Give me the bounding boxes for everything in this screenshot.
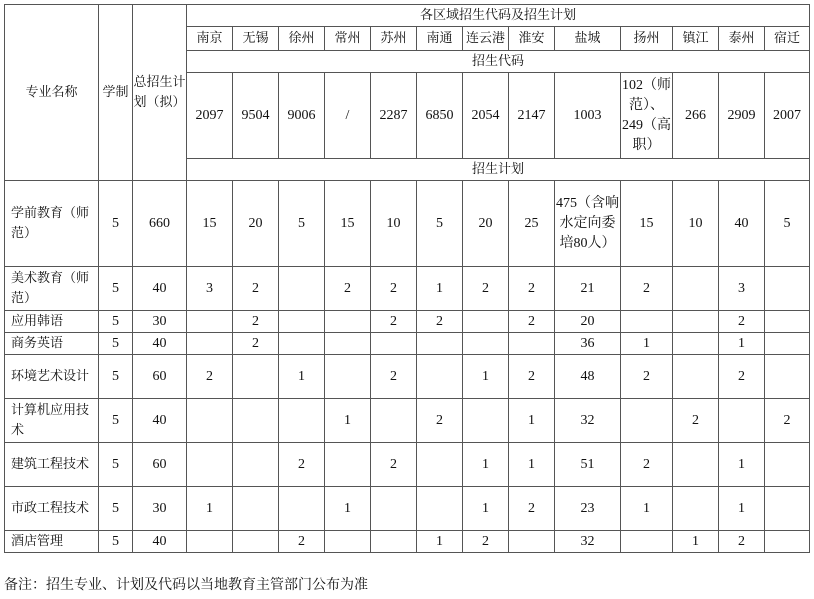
plan-cell: 40 [719,181,765,267]
region-header-cell: 淮安 [509,27,555,51]
table-row [5,355,810,399]
years-cell: 5 [99,181,133,267]
plan-cell [673,333,719,355]
plan-cell [371,333,417,355]
years-cell: 5 [99,443,133,487]
plan-cell: 2 [279,531,325,553]
plan-cell [187,399,233,443]
plan-cell: 2 [509,355,555,399]
plan-cell: 2 [371,355,417,399]
enrollment-plan-table [4,4,810,553]
plan-cell [279,311,325,333]
region-code-cell: 2909 [719,73,765,159]
region-header-cell: 苏州 [371,27,417,51]
plan-cell [279,399,325,443]
major-name-cell: 市政工程技术 [5,487,99,531]
plan-cell [233,355,279,399]
header-major: 专业名称 [5,5,99,181]
plan-cell [463,399,509,443]
years-cell: 5 [99,531,133,553]
plan-cell [371,531,417,553]
major-name-cell: 学前教育（师范） [5,181,99,267]
plan-cell: 1 [417,531,463,553]
plan-cell [463,333,509,355]
plan-cell [233,531,279,553]
plan-cell [621,531,673,553]
plan-cell [417,443,463,487]
region-code-cell: 102（师范）、249（高职） [621,73,673,159]
plan-cell [765,333,810,355]
plan-cell [187,333,233,355]
plan-cell [765,267,810,311]
plan-cell [765,355,810,399]
plan-cell [673,443,719,487]
region-header-cell: 宿迁 [765,27,810,51]
table-row [5,531,810,553]
plan-cell [325,443,371,487]
plan-cell [463,311,509,333]
region-header-cell: 南通 [417,27,463,51]
major-name-cell: 建筑工程技术 [5,443,99,487]
plan-cell: 32 [555,399,621,443]
plan-cell: 2 [463,267,509,311]
plan-cell: 1 [509,399,555,443]
header-total: 总招生计划（拟） [133,5,187,181]
total-plan-cell: 30 [133,487,187,531]
plan-cell: 2 [417,311,463,333]
region-code-cell: / [325,73,371,159]
region-code-cell: 266 [673,73,719,159]
plan-cell: 3 [187,267,233,311]
plan-cell: 2 [371,443,417,487]
major-name-cell: 美术教育（师范） [5,267,99,311]
plan-cell [279,487,325,531]
plan-cell [371,399,417,443]
plan-cell: 1 [673,531,719,553]
years-cell: 5 [99,355,133,399]
region-code-cell: 6850 [417,73,463,159]
total-plan-cell: 40 [133,399,187,443]
plan-cell: 1 [719,487,765,531]
major-name-cell: 环境艺术设计 [5,355,99,399]
table-row [5,333,810,355]
major-name-cell: 应用韩语 [5,311,99,333]
plan-cell: 2 [509,267,555,311]
table-row [5,181,810,267]
plan-cell [417,487,463,531]
plan-cell [621,311,673,333]
plan-cell: 21 [555,267,621,311]
plan-cell: 2 [621,443,673,487]
region-code-cell: 1003 [555,73,621,159]
plan-cell: 15 [325,181,371,267]
region-code-cell: 9006 [279,73,325,159]
plan-cell [765,531,810,553]
plan-cell [371,487,417,531]
plan-cell: 1 [463,355,509,399]
region-header-cell: 镇江 [673,27,719,51]
total-plan-cell: 40 [133,267,187,311]
plan-cell [325,531,371,553]
plan-cell: 2 [233,333,279,355]
major-name-cell: 酒店管理 [5,531,99,553]
plan-cell: 1 [621,487,673,531]
plan-cell: 1 [187,487,233,531]
plan-cell: 1 [719,443,765,487]
plan-cell [509,531,555,553]
plan-cell [673,311,719,333]
plan-cell: 2 [719,355,765,399]
region-code-cell: 2097 [187,73,233,159]
region-header-cell: 南京 [187,27,233,51]
region-header-cell: 连云港 [463,27,509,51]
plan-cell [233,443,279,487]
region-code-cell: 2054 [463,73,509,159]
plan-cell [233,487,279,531]
table-row [5,443,810,487]
total-plan-cell: 60 [133,355,187,399]
region-code-cell: 2007 [765,73,810,159]
total-plan-cell: 40 [133,531,187,553]
region-header-cell: 泰州 [719,27,765,51]
plan-cell: 1 [463,443,509,487]
plan-cell [765,487,810,531]
plan-cell: 1 [719,333,765,355]
plan-cell: 2 [509,311,555,333]
region-code-cell: 2287 [371,73,417,159]
plan-cell: 15 [621,181,673,267]
plan-cell: 2 [765,399,810,443]
plan-cell: 20 [463,181,509,267]
plan-cell: 2 [233,311,279,333]
plan-cell: 10 [371,181,417,267]
region-header-cell: 常州 [325,27,371,51]
plan-cell: 32 [555,531,621,553]
region-code-cell: 2147 [509,73,555,159]
years-cell: 5 [99,311,133,333]
plan-cell: 10 [673,181,719,267]
plan-cell: 2 [463,531,509,553]
plan-cell: 1 [325,487,371,531]
plan-cell: 51 [555,443,621,487]
total-plan-cell: 660 [133,181,187,267]
plan-cell [509,333,555,355]
plan-cell: 2 [509,487,555,531]
plan-cell [279,333,325,355]
plan-cell [765,311,810,333]
footnote: 备注：招生专业、计划及代码以当地教育主管部门公布为准 [4,577,368,593]
region-header-cell: 徐州 [279,27,325,51]
plan-cell: 2 [621,267,673,311]
plan-cell: 475（含响水定向委培80人） [555,181,621,267]
plan-cell [417,355,463,399]
plan-cell: 2 [233,267,279,311]
plan-cell [765,443,810,487]
years-cell: 5 [99,333,133,355]
major-name-cell: 商务英语 [5,333,99,355]
plan-cell: 5 [765,181,810,267]
plan-cell: 1 [463,487,509,531]
plan-cell: 15 [187,181,233,267]
plan-cell: 36 [555,333,621,355]
region-header-cell: 扬州 [621,27,673,51]
years-cell: 5 [99,267,133,311]
plan-cell: 2 [187,355,233,399]
plan-cell: 5 [417,181,463,267]
table-row [5,267,810,311]
plan-cell [325,311,371,333]
plan-cell: 2 [719,531,765,553]
header-code-title: 招生代码 [187,51,810,73]
region-header-cell: 无锡 [233,27,279,51]
plan-cell: 1 [279,355,325,399]
plan-cell: 2 [325,267,371,311]
plan-cell: 1 [621,333,673,355]
plan-cell: 2 [371,267,417,311]
plan-cell: 1 [325,399,371,443]
plan-cell: 5 [279,181,325,267]
major-name-cell: 计算机应用技术 [5,399,99,443]
plan-cell: 2 [417,399,463,443]
plan-cell: 2 [621,355,673,399]
plan-cell: 3 [719,267,765,311]
table-row [5,311,810,333]
plan-cell: 20 [233,181,279,267]
total-plan-cell: 30 [133,311,187,333]
plan-cell [673,355,719,399]
plan-cell [187,531,233,553]
total-plan-cell: 60 [133,443,187,487]
plan-cell [187,311,233,333]
plan-cell [673,267,719,311]
plan-cell: 48 [555,355,621,399]
plan-cell [621,399,673,443]
plan-cell [187,443,233,487]
table-row [5,399,810,443]
plan-cell: 25 [509,181,555,267]
plan-cell: 2 [719,311,765,333]
plan-cell [673,487,719,531]
plan-cell: 23 [555,487,621,531]
plan-cell: 2 [279,443,325,487]
header-years: 学制 [99,5,133,181]
header-regions-title: 各区域招生代码及招生计划 [187,5,810,27]
plan-cell: 20 [555,311,621,333]
plan-cell: 2 [673,399,719,443]
total-plan-cell: 40 [133,333,187,355]
plan-cell: 2 [371,311,417,333]
region-code-cell: 9504 [233,73,279,159]
years-cell: 5 [99,399,133,443]
header-plan-title: 招生计划 [187,159,810,181]
plan-cell [325,333,371,355]
years-cell: 5 [99,487,133,531]
plan-cell: 1 [509,443,555,487]
plan-cell [719,399,765,443]
table-row [5,487,810,531]
plan-cell [325,355,371,399]
region-header-cell: 盐城 [555,27,621,51]
plan-cell [279,267,325,311]
plan-cell [417,333,463,355]
plan-cell [233,399,279,443]
plan-cell: 1 [417,267,463,311]
